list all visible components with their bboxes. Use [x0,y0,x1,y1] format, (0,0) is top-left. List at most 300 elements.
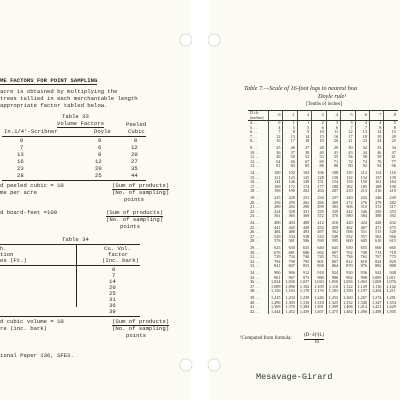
formula3-denominator: (No. of sampling) [112,325,170,332]
table7-cell: 130 [326,176,340,181]
table7-cell: 454 [312,226,326,231]
table7-cell: 702 [341,251,355,256]
table33-subtitle: Volume Factors [57,120,104,127]
table7-cell: 1,475 [326,310,340,315]
table7-cell: 420 [341,219,355,226]
table7-cell: 50 [283,155,297,160]
table7-cell: 380 [341,214,355,219]
table7-cell: 335 [312,210,326,215]
table7-cell: 1,310 [297,301,311,306]
table7-cell: 1,163 [283,289,297,294]
table7-cell: 19 [312,139,326,144]
table7-cell: 1,246 [312,294,326,301]
table7-cell: 46 [369,151,383,156]
table7-cell: 595 [326,239,340,244]
table7-cell: 31. . . [250,254,260,259]
table7-cell: 388 [369,214,383,219]
table7-cell: 125 [297,176,311,181]
table7-cell: 228 [283,194,297,201]
table7-cell: 14. . . [250,170,260,175]
t33-r3-c3: 20 [131,151,138,158]
table7-cell: 61 [384,155,398,160]
table7-cell: 243 [355,194,369,201]
table7-cell: 534 [283,235,297,240]
t33-r5-c1: 23 [17,165,24,172]
table7-cell: 25 [269,144,283,151]
table7-cell: 53 [312,155,326,160]
footnote-denominator: 16 [314,340,319,345]
t33-r3-c1: 13 [17,151,24,158]
table7-cell: 1,369 [269,305,283,310]
table7-cell: 1,122 [341,285,355,290]
table7-cell: 1,376 [283,305,297,310]
table7-cell: 734 [283,255,297,260]
table7-cell: 888 [384,264,398,269]
table7-cell: 1,102 [297,285,311,290]
intro-line-3: appropriate factor tabled below. [0,102,108,109]
table7-cell: 66 [283,160,297,165]
table7-cell: 948 [384,269,398,276]
table7-cell: 930 [341,269,355,276]
table7-cell: 590 [312,239,326,244]
table7-cell: 25. . . [250,224,260,230]
table7-cell: 17 [283,139,297,144]
table7-cell: 384 [355,214,369,219]
table7-cell: 24. . . [250,220,260,225]
table7-cell: 19 [369,135,383,140]
table7-header-2: .1 [283,111,297,121]
table7-cell: 475 [384,226,398,231]
table7-cell: 882 [369,264,383,269]
table7-cell: 92 [355,164,369,169]
table7-cell: 225 [269,194,283,201]
table7-cell: 2 [312,121,326,126]
table7-cell: 27. . . [250,233,260,239]
table7-cell: 59 [369,155,383,160]
table7-cell: 1,332 [341,301,355,306]
table7-cell: 1,296 [269,301,283,306]
table7-cell: 1,043 [312,280,326,285]
table7-cell: 292 [283,205,297,210]
table7-cell: 30 [341,144,355,151]
table7-cell: 829 [384,260,398,265]
t34-v5: 25 [109,290,116,297]
table7-cell: 9 [297,130,311,135]
table7-cell: 1,011 [384,276,398,281]
table7-cell: 795 [297,260,311,265]
table7-cell: 801 [312,260,326,265]
table7-cell: 38. . . [250,288,260,293]
table7-cell: 511 [355,230,369,235]
table7-cell: 350 [369,210,383,215]
table7-header-8: .7 [369,111,383,121]
table7-header-4: .3 [312,111,326,121]
table7-cell: 900 [269,269,283,276]
table7-cell: 132 [341,176,355,181]
table7-cell: 44 [355,151,369,156]
table7-cell: 72 [341,160,355,165]
table7-header-3: .2 [297,111,311,121]
table7-cell: 266 [312,201,326,206]
table7-cell: 7 [355,126,369,131]
table7-cell: 1,239 [297,294,311,301]
table7-cell: 25 [384,139,398,144]
table7-cell: 1,459 [297,310,311,315]
t34-head2-a: Cu. Vol. [104,245,131,252]
table7-cell: 20 [384,135,398,140]
table7-cell: 428 [369,219,383,226]
table7-cell: 936 [355,269,369,276]
table7-cell: 1,232 [283,294,297,301]
table7-cell: 471 [369,226,383,231]
table7-cell: 973 [297,276,311,281]
t33-r4-c2: 12 [95,158,102,165]
table7-cell: 784 [269,260,283,265]
table7-cell: 1,414 [355,305,369,310]
table7-cell: 655 [355,244,369,251]
table7-cell: 112 [355,169,369,176]
table7-cell: 5 [283,126,297,131]
table33-title: Table 33 [62,113,89,120]
table7-cell: 16 [326,135,340,140]
table7-cell: 8. . . [250,138,258,143]
formula3-label: re (inc. bark) [0,325,47,332]
table7-cell: 202 [297,189,311,194]
table7-cell: 392 [384,214,398,219]
formula1-label: me per acre [0,189,37,196]
table7-cell: 1,347 [369,301,383,306]
table7-units: [Tenths of inches] [306,102,343,107]
table7-cell: 41 [326,151,340,156]
table7-cell: 369 [297,214,311,219]
table7-cell: 317 [384,205,398,210]
table7-cell: 1,056 [341,280,355,285]
table7-cell: 581 [283,239,297,244]
table7-cell: 942 [369,269,383,276]
table7-cell: 7. . . [250,133,258,139]
table7-cell: 1,482 [341,310,355,315]
table7-cell: 77 [384,160,398,165]
table7-cell: 1,444 [269,310,283,315]
table7-cell: 7 [341,126,355,131]
table7-cell: 361 [269,214,283,219]
table7-cell: 328 [283,210,297,215]
table7-cell: 303 [326,205,340,210]
intro-line-1: acre is obtained by multiplying the [0,88,118,95]
table7-cell: 8 [369,126,383,131]
table7-cell: 6 [326,126,340,131]
table7-header-5: .4 [326,111,340,121]
table7-cell: 1,421 [369,305,383,310]
table7-cell: 159 [355,180,369,185]
table7-cell: 1,253 [326,294,340,301]
table7-cell: 188 [369,185,383,190]
table7-cell: 11. . . [250,154,260,159]
t33-r5-c2: 20 [95,165,102,172]
table7-cell: 876 [355,264,369,269]
formula1-left: d peeled cubic = 10 [0,182,64,189]
table7-cell: 372 [312,214,326,219]
table7-header-9: .8 [384,111,398,121]
table7-cell: 858 [312,264,326,269]
table7-cell: 13. . . [250,163,260,168]
table7-cell: 43 [341,151,355,156]
table7-cell: 980 [312,276,326,281]
table7-header-0: D.i.b. (inches) [248,111,269,121]
table7-cell: 1,190 [341,289,355,294]
table7-cell: 681 [283,251,297,256]
table7-cell: 1,156 [269,289,283,294]
formula1-tail: points [124,196,145,203]
table7-cell: 282 [384,201,398,206]
table7-cell: 39. . . [250,295,260,300]
table7-cell: 30. . . [250,249,260,255]
table7-cell: 586 [297,239,311,244]
table7-cell: 259 [283,201,297,206]
t33-r4-c1: 16 [17,158,24,165]
table7-cell: 751 [326,255,340,260]
table7-cell: 29 [326,144,340,151]
table7-cell: 745 [312,255,326,260]
table7-cell: 400 [269,219,283,226]
table7-cell: 8 [283,130,297,135]
table7-cell: 23 [355,139,369,144]
table7-cell: 1,384 [297,305,311,310]
table7-cell: 1,274 [369,294,383,301]
t34-v1: 0 [112,266,116,273]
table7-cell: 5. . . [250,124,258,130]
t33-r1-c3: 0 [134,137,138,144]
table7-cell: 365 [283,214,297,219]
table7-cell: 665 [384,244,398,251]
table7-cell: 1,142 [384,285,398,290]
table7-cell: 18 [297,139,311,144]
table7-cell: 697 [326,251,340,256]
t33-r2-c3: 12 [131,144,138,151]
table7-cell: 249 [384,194,398,201]
table7-cell: 1,267 [355,294,369,301]
table7-cell: 310 [355,205,369,210]
table7-cell: 1,225 [269,294,283,301]
table7-cell: 26 [283,144,297,151]
table7-cell: 998 [355,276,369,281]
table7-cell: 412 [312,219,326,226]
table7-cell: 116 [384,169,398,176]
table7-cell: 538 [297,235,311,240]
table7-cell: 154 [326,180,340,185]
table7-cell: 605 [355,239,369,244]
t34-v2: 7 [112,272,116,279]
table7-cell: 146 [283,180,297,185]
table7-body [248,121,398,315]
table7-cell: 16. . . [250,179,260,184]
table7-cell: 169 [269,185,283,190]
table7-cell: 149 [297,180,311,185]
table7-cell: 1,211 [384,289,398,294]
table7-cell: 29. . . [250,245,260,250]
table33-header-peeled: Peeled [126,121,147,128]
table7-cell: 339 [326,210,340,215]
table7-cell: 660 [369,244,383,251]
table7-cell: 128 [312,176,326,181]
table7-cell: 134 [355,176,369,181]
table7-cell: 404 [283,219,297,226]
table7-cell: 346 [355,210,369,215]
table7-cell: 449 [297,226,311,231]
table7-cell: 1,260 [341,294,355,301]
table7-cell: 15. . . [250,174,260,180]
table7-cell: 12 [341,130,355,135]
table7 [248,110,398,314]
table7-cell: 11 [326,130,340,135]
t34-head1-b: tion [0,251,14,258]
t34-v4: 20 [109,284,116,291]
table7-cell: 22. . . [250,208,260,214]
t34-v3: 14 [109,278,116,285]
table7-cell: 210 [341,189,355,194]
t33-r1-c1: 0 [20,137,24,144]
table7-cell: 110 [341,169,355,176]
table7-cell: 847 [283,264,297,269]
table7-cell: 5 [384,121,398,126]
table34-head-rule [0,265,140,266]
table7-cell: 23. . . [250,213,260,218]
table7-cell: 36. . . [250,279,260,284]
t33-r4-c3: 27 [131,158,138,165]
table7-row [248,289,398,294]
t33-r2-c1: 7 [20,144,24,151]
table34-title: Table 34 [62,236,89,243]
table7-cell: 600 [341,239,355,244]
table7-cell: 58 [355,155,369,160]
table7-cell: 33 [369,144,383,151]
table7-cell: 342 [341,210,355,215]
t33-r6-c1: 28 [17,172,24,179]
table7-cell: 33. . . [250,263,260,268]
table7-cell: 1,129 [355,285,369,290]
table7-cell: 32 [355,144,369,151]
table7-cell: 32. . . [250,258,260,264]
table7-cell: 1,452 [283,310,297,315]
table7-cell: 83 [283,164,297,169]
left-heading: ME FACTORS FOR POINT SAMPLING [0,77,98,84]
table7-cell: 3 [326,121,340,126]
table7-cell: 1 [283,121,297,126]
table7-cell: 1,116 [326,285,340,290]
left-footnote: ional Paper 136, SFES. [0,352,74,359]
table7-cell: 12 [269,135,283,140]
t34-v8: 39 [109,308,116,315]
table7-cell: 204 [312,189,326,194]
table7-cell: 21 [341,139,355,144]
table7-cell: 1,325 [326,301,340,306]
table7-cell: 90 [341,164,355,169]
table7-title: Table 7.—Scale of 16-foot logs to nearest boa [244,85,357,92]
table7-cell: 13 [355,130,369,135]
table7-cell: 562 [369,235,383,240]
table7-cell: 1,391 [312,305,326,310]
table7-cell: 17. . . [250,183,260,189]
formula3-left: d cubic volume = 10 [0,318,64,325]
table7-cell: 1,170 [297,289,311,294]
table7-cell: 180 [326,185,340,190]
table7-cell: 52 [297,155,311,160]
table7-cell: 1,069 [369,280,383,285]
table7-cell: 1,303 [283,301,297,306]
table7-cell: 376 [326,214,340,219]
table7-cell: 15 [312,135,326,140]
table34-bottom-rule [0,316,140,317]
table7-cell: 49 [269,155,283,160]
t34-head1-c: es (Ft.) [0,257,27,264]
table7-cell: 21. . . [250,204,260,209]
table7-cell: 1,399 [326,305,340,310]
table7-cell: 262 [297,201,311,206]
table7-cell: 576 [269,239,283,244]
table7-cell: 1,096 [283,285,297,290]
table7-cell: 74 [355,160,369,165]
table7-cell: 1,318 [312,301,326,306]
table7-cell: 123 [283,176,297,181]
table7-cell: 918 [312,269,326,276]
table7-cell: 408 [297,219,311,226]
table7-cell: 0 [269,121,283,126]
table7-cell: 1,089 [269,285,283,290]
table33-rule [2,136,146,137]
t33-r2-c2: 6 [98,144,102,151]
table7-cell: 207 [326,189,340,194]
table7-cell: 1,197 [355,289,369,294]
table7-cell: 71 [326,160,340,165]
table7-cell: 174 [297,185,311,190]
table7-cell: 353 [384,210,398,215]
table7-header-6: .5 [341,111,355,121]
table7-cell: 151 [312,180,326,185]
t34-head1-a: h. [0,245,7,252]
table7-cell: 992 [341,276,355,281]
table7-cell: 1,490 [355,310,369,315]
table7-cell: 106 [312,169,326,176]
table7-cell: 28 [312,144,326,151]
table7-title-rule: Doyle rule¹ [318,93,347,100]
table7-cell: 47 [384,151,398,156]
table7-cell: 35. . . [250,274,260,280]
table7-cell: 199 [283,189,297,194]
table7-cell: 1,498 [369,310,383,315]
table7-cell: 156 [341,180,355,185]
table7-cell: 1,429 [384,305,398,310]
table7-cell: 1,467 [312,310,326,315]
table7-cell: 1,136 [369,285,383,290]
table33-header-doyle: Doyle [94,128,111,135]
table7-cell: 520 [384,230,398,235]
t34-head2-b: factor [108,251,129,258]
table7-cell: 4. . . [250,120,258,125]
table7-cell: 137 [369,176,383,181]
table7-cell: 7 [269,130,283,135]
table7-cell: 610 [369,239,383,244]
table7-cell: 269 [326,201,340,206]
table7-cell: 15 [384,130,398,135]
table7-cell: 121 [269,176,283,181]
table7-cell: 841 [269,264,283,269]
formula2-left: d board-feet =100 [0,209,58,216]
table7-cell: 18. . . [250,188,260,193]
t33-r6-c2: 25 [95,172,102,179]
table7-cell: 467 [355,226,369,231]
table7-cell: 219 [384,189,398,194]
table7-cell: 740 [297,255,311,260]
